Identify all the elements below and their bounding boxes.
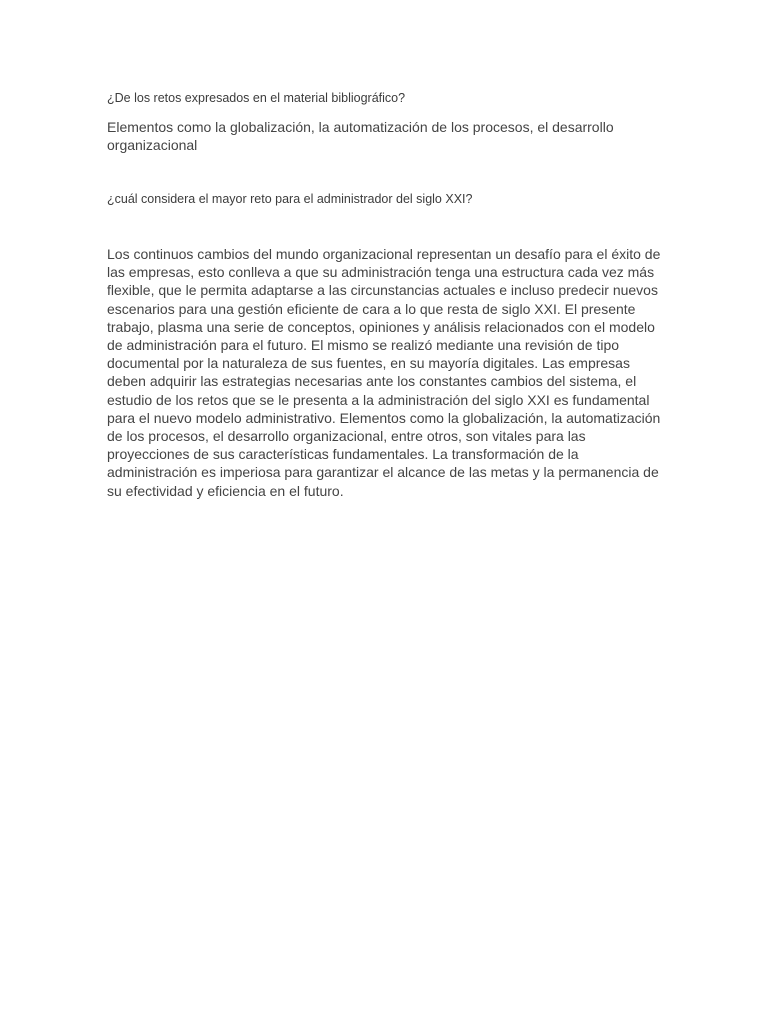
- answer-1: Elementos como la globalización, la automatización de los procesos, el desarrollo organizacional: [107, 119, 614, 153]
- answer-2: Los continuos cambios del mundo organizacional representan un desafío para el éxito de las empresas, esto conlleva a que su administración tenga una estructura cada vez más flexible, que le permita adaptarse a las circunstancias actuales e incluso predecir nuevos escenarios para una gestión eficiente de cara a lo que resta de siglo XXI. El presente trabajo, plasma una serie de conceptos, opiniones y análisis relacionados con el modelo de administración para el futuro. El mismo se realizó mediante una revisión de tipo documental por la naturaleza de sus fuentes, en su mayoría digitales. Las empresas deben adquirir las estrategias necesarias ante los constantes cambios del sistema, el estudio de los retos que se le presenta a la administración del siglo XXI es fundamental para el nuevo modelo administrativo. Elementos como la globalización, la automatización de los procesos, el desarrollo organizacional, entre otros, son vitales para las proyecciones de sus características fundamentales. La transformación de la administración es imperiosa para garantizar el alcance de las metas y la permanencia de su efectividad y eficiencia en el futuro.: [107, 246, 661, 499]
- question-2: ¿cuál considera el mayor reto para el administrador del siglo XXI?: [107, 192, 473, 206]
- question-1: ¿De los retos expresados en el material bibliográfico?: [107, 91, 406, 105]
